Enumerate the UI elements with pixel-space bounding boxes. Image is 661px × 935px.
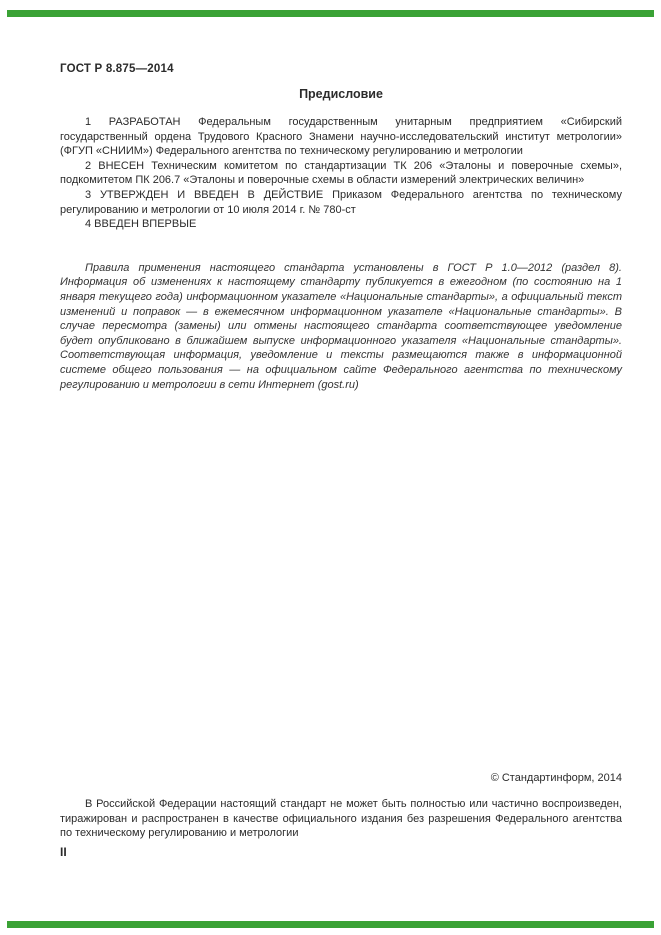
foreword-item-first-edition: 4 ВВЕДЕН ВПЕРВЫЕ <box>85 218 197 231</box>
foreword-item-approved: 3 УТВЕРЖДЕН И ВВЕДЕН В ДЕЙСТВИЕ Приказом Федерального агентства по техническому регулированию и метрологии от 10 июля 2014 г. № 780-ст <box>60 188 622 216</box>
copyright-notice: © Стандартинформ, 2014 <box>490 772 622 784</box>
top-accent-bar <box>7 10 654 17</box>
foreword-item-developed: 1 РАЗРАБОТАН Федеральным государственным унитарным предприятием «Сибирский государственный ордена Трудового Красного Знамени научно-исследовательский институт метрологии» (ФГУП «СНИИМ») Федерального агентства по техническому регулированию и метрологии <box>60 116 622 158</box>
standard-designation: ГОСТ Р 8.875—2014 <box>60 63 174 75</box>
foreword-item-submitted: 2 ВНЕСЕН Техническим комитетом по стандартизации ТК 206 «Эталоны и поверочные схемы», подкомитетом ПК 206.7 «Эталоны и поверочные схемы в области измерений электрических величин» <box>60 159 622 187</box>
bottom-accent-bar <box>7 921 654 928</box>
page-number: II <box>60 845 67 859</box>
application-rules-note: Правила применения настоящего стандарта установлены в ГОСТ Р 1.0—2012 (раздел 8). Информация об изменениях к настоящему стандарту публикуется в ежегодном (по состоянию на 1 января текущего года) информационном указателе «Национальные стандарты», а официальный текст изменений и поправок — в ежемесячном информационном указателе «Национальные стандарты». В случае пересмотра (замены) или отмены настоящего стандарта соответствующее уведомление будет опубликовано в ближайшем выпуске информационного указателя «Национальные стандарты». Соответствующая информация, уведомление и тексты размещаются также в информационной системе общего пользования — на официальном сайте Федерального агентства по техническому регулированию и метрологии в сети Интернет (gost.ru) <box>60 261 622 391</box>
reproduction-restriction-notice: В Российской Федерации настоящий стандарт не может быть полностью или частично воспроизведен, тиражирован и распространен в качестве официального издания без разрешения Федерального агентства по техническому регулированию и метрологии <box>60 798 622 840</box>
foreword-body <box>60 115 622 392</box>
page-title: Предисловие <box>299 87 383 101</box>
